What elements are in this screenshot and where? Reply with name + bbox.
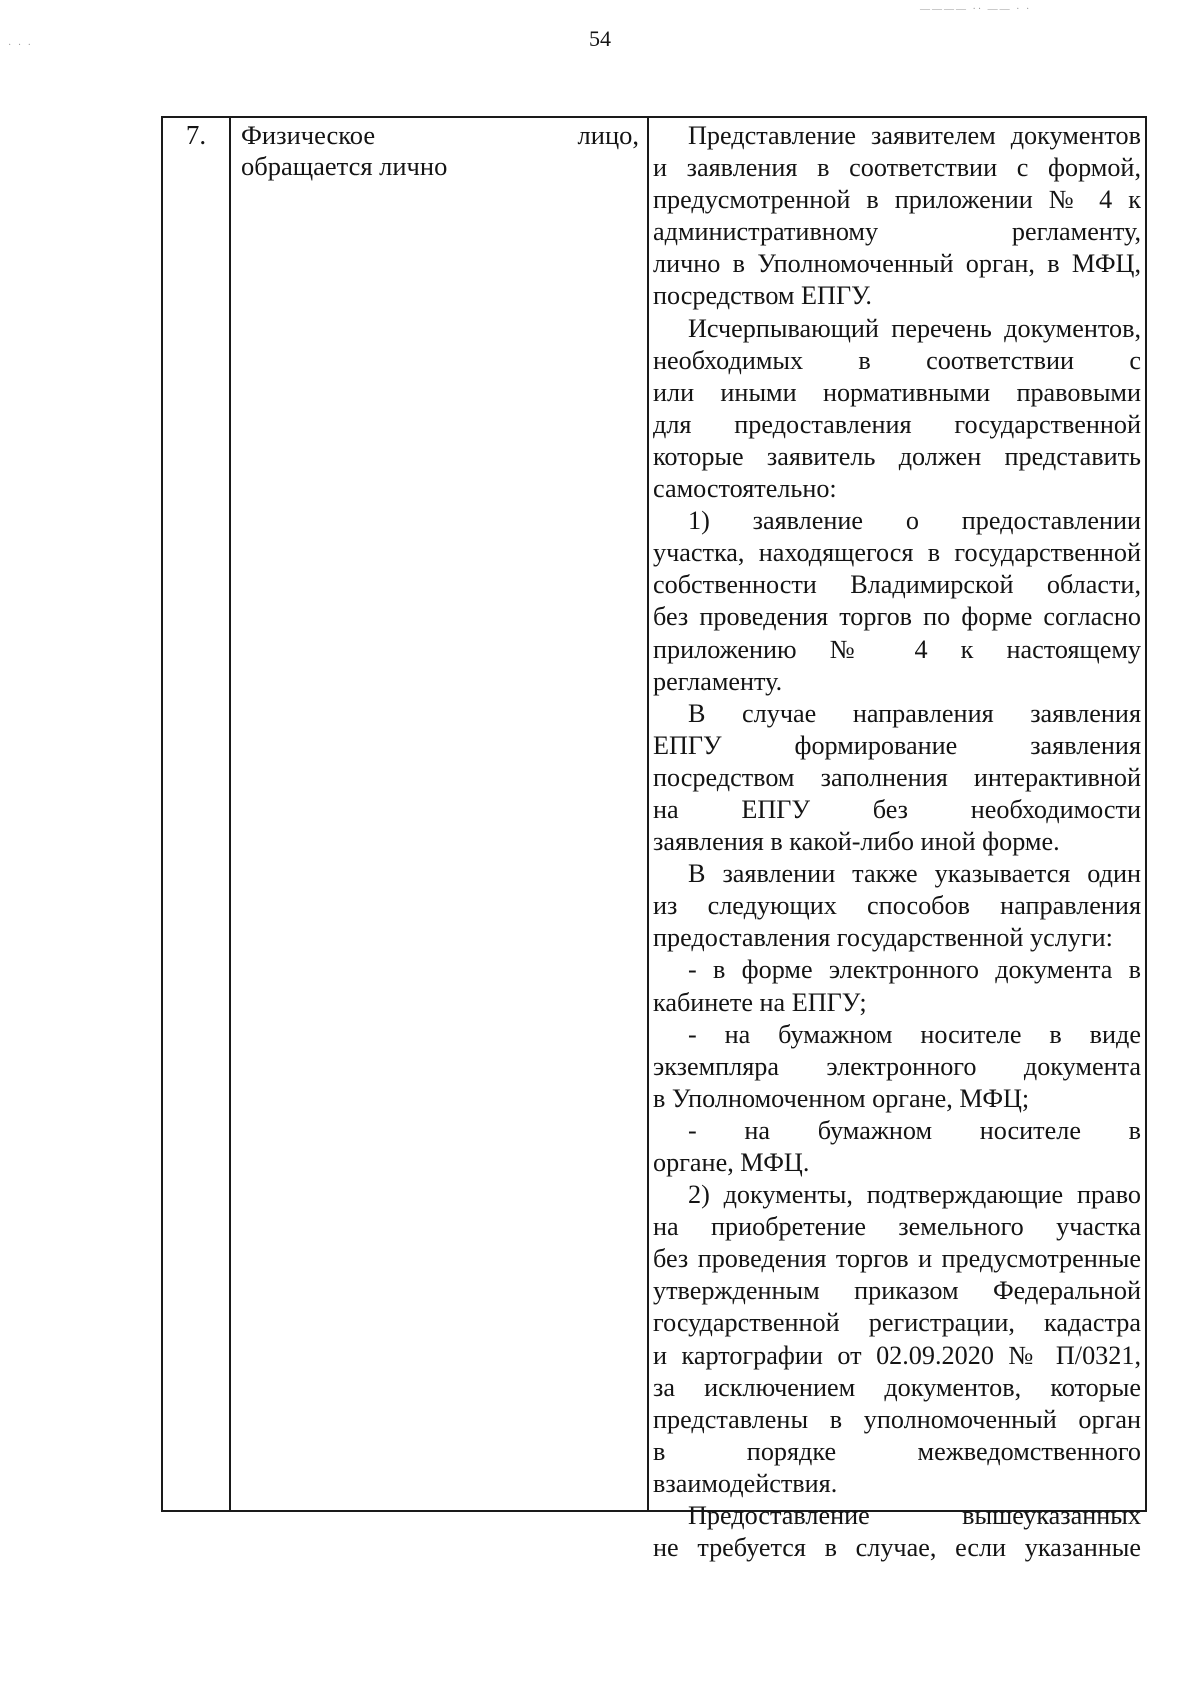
description-line-text: 1) заявление о предоставлении [688,506,1141,536]
description-line [653,666,1141,698]
description-line [653,1468,1141,1500]
description-line [653,954,1141,986]
description-line-text: за исключением документов, которые [653,1372,1141,1402]
description-line [653,1404,1141,1436]
scan-artifact-top-left: · · · [8,40,33,51]
description-line [653,1372,1141,1404]
description-line-text: экземпляра электронного документа [653,1051,1141,1081]
description-line-text: предусмотренной в приложении № 4 к [653,185,1141,215]
document-table [161,116,1147,1563]
description-line-text: Представление заявителем документов [688,121,1141,150]
description-line [653,730,1141,762]
description-line [653,858,1141,890]
description-line [653,184,1141,216]
description-line [653,473,1141,505]
description-line [653,1243,1141,1275]
description-line-text: собственности Владимирской области, [653,570,1141,600]
column-divider-1 [229,118,231,1510]
description-line-text: представлены в уполномоченный орган [653,1404,1141,1434]
scan-artifact-top-right: ———— ·· —— · · [920,4,1032,15]
description-line-text: самостоятельно: [653,474,837,504]
description-line-text: или иными нормативными правовыми [653,377,1141,407]
description-line-text: без проведения торгов и предусмотренные [653,1244,1141,1274]
description-line-text: В заявлении также указывается один [688,859,1141,889]
description-line [653,1436,1141,1468]
description-line [653,441,1141,473]
description-line [653,1275,1141,1307]
description-line [653,377,1141,409]
description-line-text: ЕПГУ формирование заявления [653,730,1141,760]
description-line-text: государственной регистрации, кадастра [653,1308,1141,1338]
description-line-text: Предоставление вышеуказанных [688,1501,1141,1531]
description-line [653,1051,1141,1083]
description-line-text: Исчерпывающий перечень документов, [688,313,1141,343]
description-line-text: - в форме электронного документа в [688,955,1141,985]
description-line [653,1083,1141,1115]
description-line-text: без проведения торгов по форме согласно [653,602,1141,632]
description-line [653,313,1141,345]
description-line [653,1179,1141,1211]
description-line-text: предоставления государственной услуги: [653,923,1113,953]
description-line [653,120,1141,152]
description-line [653,1211,1141,1243]
description-line-text: посредством ЕПГУ. [653,281,872,311]
description-line [653,1500,1141,1532]
description-line [653,216,1141,248]
description-line [653,152,1141,184]
description-line-text: и картографии от 02.09.2020 № П/0321, [653,1340,1141,1370]
applicant-line: обращается лично [241,151,448,181]
description-line-text: лично в Уполномоченный орган, в МФЦ, [653,249,1141,279]
description-line [653,1532,1141,1564]
description-line [653,1115,1141,1147]
description-line-text: в порядке межведомственного [653,1436,1141,1466]
column-divider-2 [647,118,649,1510]
description-line-text: утвержденным приказом Федеральной [653,1276,1141,1306]
description-line [653,1147,1141,1179]
description-line [653,890,1141,922]
description-line [653,987,1141,1019]
description-line-text: участка, находящегося в государственной [653,538,1141,568]
description-line-text: регламенту. [653,666,783,696]
applicant-line: Физическое лицо, [241,120,639,150]
description-line [653,634,1141,666]
description-line [653,409,1141,441]
description-line [653,1307,1141,1339]
description-cell [653,120,1141,1564]
page-number: 54 [589,26,611,51]
description-line-text: в Уполномоченном органе, МФЦ; [653,1083,1030,1113]
description-line [653,1340,1141,1372]
description-line-text: приложению № 4 к настоящему [653,634,1141,664]
description-line [653,601,1141,633]
description-line-text: 2) документы, подтверждающие право [688,1180,1141,1210]
description-line [653,505,1141,537]
description-line [653,826,1141,858]
description-line-text: административному регламенту, [653,217,1141,247]
applicant-cell [241,120,639,182]
description-line-text: В случае направления заявления [688,698,1141,728]
description-line-text: посредством заполнения интерактивной [653,762,1141,792]
description-line [653,794,1141,826]
description-line-text: кабинете на ЕПГУ; [653,987,867,1017]
description-line-text: и заявления в соответствии с формой, [653,153,1141,183]
description-line-text: из следующих способов направления [653,891,1141,921]
description-line-text: - на бумажном носителе в [688,1115,1141,1145]
row-number-cell: 7. [185,120,207,150]
description-line [653,537,1141,569]
description-line [653,762,1141,794]
description-line-text: на ЕПГУ без необходимости [653,794,1141,824]
description-line [653,698,1141,730]
description-line-text: органе, МФЦ. [653,1148,810,1177]
description-line [653,922,1141,954]
description-line [653,569,1141,601]
description-line [653,345,1141,377]
description-line-text: заявления в какой-либо иной форме. [653,827,1060,857]
description-line-text: для предоставления государственной [653,409,1141,439]
description-line-text: - на бумажном носителе в виде [688,1019,1141,1049]
description-line-text: которые заявитель должен представить [653,441,1141,471]
description-line [653,280,1141,312]
description-line-text: не требуется в случае, если указанные [653,1533,1141,1563]
description-line-text: на приобретение земельного участка [653,1212,1141,1242]
description-line [653,248,1141,280]
description-line [653,1019,1141,1051]
description-line-text: взаимодействия. [653,1468,838,1498]
description-line-text: необходимых в соответствии с [653,345,1141,375]
